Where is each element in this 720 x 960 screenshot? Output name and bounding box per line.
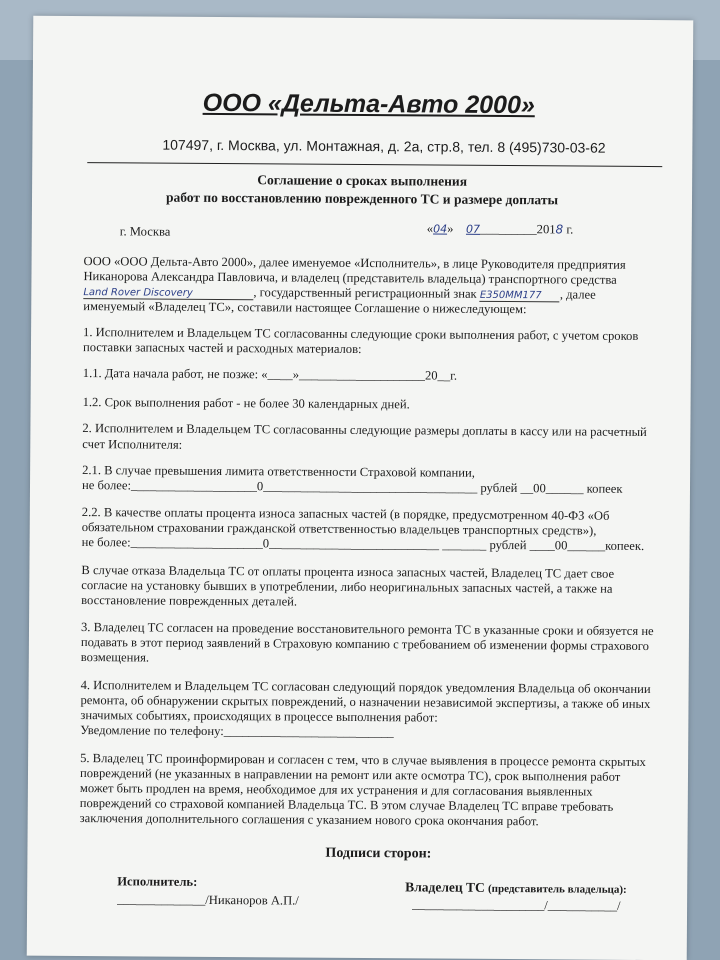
date-year-prefix: 201 <box>536 222 556 237</box>
clause-1-line2: поставки запасных частей и расходных материалов: <box>82 340 362 357</box>
clause-5-line1: 5. Владелец ТС проинформирован и согласен с тем, что в случае выявления в процессе ремонта скрытых <box>80 751 646 770</box>
clause-5-line4: повреждений со страховой компанией Владельца ТС. В этом случае Владелец ТС вправе требовать <box>79 796 614 814</box>
intro-line2: Никанорова Александра Павловича, и владелец (представитель владельца) транспортного средства <box>83 269 617 287</box>
owner-note: (представитель владельца): <box>487 882 627 896</box>
company-name: ООО «Дельта-Авто 2000» <box>202 88 535 120</box>
doc-title-line2: работ по восстановлению поврежденного ТС и размере доплаты <box>165 189 559 208</box>
intro-line4: именуемый «Владелец ТС», составили настоящее Соглашение о нижеследующем: <box>83 299 527 317</box>
clause-2-line1: 2. Исполнителем и Владельцем ТС согласованны следующие размеры доплаты в кассу или на расчетный <box>82 421 647 440</box>
clause-2-1-line2: не более:____________________0__________________________________ рублей __00______ копеек <box>81 478 623 496</box>
clause-1-1: 1.1. Дата начала работ, не позже: «____»____________________20__г. <box>82 366 458 383</box>
clause-5-line5: заключения дополнительного соглашения с указанием нового срока окончания работ. <box>79 811 539 829</box>
registration-plate: E350MM177 <box>480 290 560 303</box>
doc-title-line1: Соглашение о сроках выполнения <box>257 172 468 189</box>
date-day: 04 <box>433 222 448 236</box>
clause-1-2: 1.2. Срок выполнения работ - не более 30 календарных дней. <box>82 395 410 412</box>
clause-3-line2: подавать в этот период заявлений в Страховую компанию с требованием об изменении формы страхового <box>80 635 650 654</box>
date-year-suffix: г. <box>563 222 574 237</box>
refusal-line2: согласие на установку бывших в употреблении, либо неоригинальных запасных частей, а также на <box>81 578 613 596</box>
clause-4-line3: значимых событиях, происходящих в процессе выполнения работ: <box>80 708 438 725</box>
city: г. Москва <box>119 224 171 239</box>
clause-3-line1: 3. Владелец ТС согласен на проведение восстановительного ремонта ТС в указанные сроки и обязуется не <box>80 620 654 639</box>
clause-1-line1: 1. Исполнителем и Владельцем ТС согласованны следующие сроки выполнения работ, с учетом сроков <box>83 325 639 343</box>
owner-label: Владелец ТС <box>405 879 485 895</box>
clause-2-2-line2: обязательном страховании гражданской ответственностью владельцев транспортных средств»), <box>81 520 597 538</box>
phone-notification: Уведомление по телефону:___________________________ <box>80 723 394 740</box>
intro-line3-end: , далее <box>559 287 596 302</box>
date-close-quote: » <box>447 221 454 236</box>
clause-3-line3: возмещения. <box>80 650 150 665</box>
clause-2-1-line1: 2.1. В случае превышения лимита ответственности Страховой компании, <box>82 463 475 480</box>
date-open-quote: « <box>426 221 434 236</box>
clause-2-2-line3: не более:_____________________0___________________________ _______ рублей ____00______копеек. <box>81 535 645 553</box>
vehicle-model: Land Rover Discovery <box>83 287 253 300</box>
document-sheet <box>27 16 694 960</box>
company-address: 107497, г. Москва, ул. Монтажная, д. 2а, стр.8, тел. 8 (495)730-03-62 <box>162 136 606 156</box>
date-month: 07 <box>465 222 481 236</box>
clause-2-line2: счет Исполнителя: <box>82 437 183 452</box>
executor-label: Исполнитель: <box>117 874 198 889</box>
refusal-line1: В случае отказа Владельца ТС от оплаты процента износа запасных частей, Владелец ТС дает свое <box>81 563 615 581</box>
intro-line1: ООО «ООО Дельта-Авто 2000», далее именуемое «Исполнитель», в лице Руководителя предприятия <box>83 254 626 272</box>
refusal-line3: восстановление поврежденных деталей. <box>81 593 298 609</box>
clause-5-line3: может быть продлен на время, необходимое для их устранения и для согласования выявленных <box>79 781 593 799</box>
owner-signature-line: _____________________/___________/ <box>412 897 621 913</box>
executor-signature-line: ______________/Никаноров А.П./ <box>117 892 299 908</box>
intro-line3-mid: , государственный регистрационный знак <box>253 285 477 301</box>
date-line: «04» 07_________2018 г. <box>426 221 574 237</box>
date-year-digit: 8 <box>555 222 564 237</box>
clause-4-line1: 4. Исполнителем и Владельцем ТС согласован следующий порядок уведомления Владельца об окончании <box>80 678 651 697</box>
signatures-title: Подписи сторон: <box>325 845 432 862</box>
clause-5-line2: повреждений (не указанных в направлении на ремонт или акте осмотра ТС), срок выполнения работ <box>79 766 621 784</box>
clause-4-line2: ремонта, об обнаружении скрытых повреждений, о назначении независимой экспертизы, а также об иных <box>80 693 651 712</box>
owner-label-line <box>405 879 627 897</box>
clause-2-2-line1: 2.2. В качестве оплаты процента износа запасных частей (в порядке, предусмотренном 40-ФЗ «Об <box>81 505 610 523</box>
header-divider <box>87 162 662 167</box>
